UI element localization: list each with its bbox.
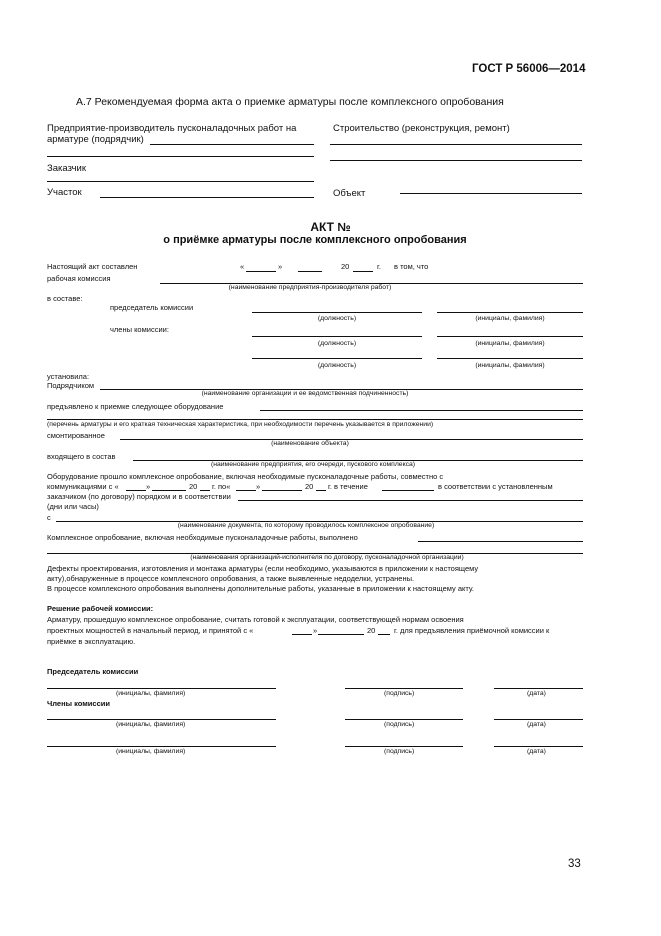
from-year-field[interactable]: [200, 490, 210, 491]
accordance-field[interactable]: [238, 500, 583, 501]
enterprise-label-2: арматуре (подрядчик): [47, 134, 144, 145]
standard-number: ГОСТ Р 56006—2014: [472, 63, 586, 75]
object-label: Объект: [333, 188, 366, 199]
chairman-name-field[interactable]: [437, 312, 583, 313]
hint-doc: (наименование документа, по которому проводилось комплексное опробование): [177, 522, 435, 529]
date-quote-close: »: [278, 262, 283, 271]
date-year-field[interactable]: [353, 271, 373, 272]
para1-line3: заказчиком (по договору) порядком и в соответствии: [47, 492, 231, 501]
decision-year-prefix: 20: [367, 626, 376, 635]
sign-hint-date-2: (дата): [527, 721, 546, 728]
from-month-field[interactable]: [152, 490, 186, 491]
sign-member1-sign-field[interactable]: [345, 719, 463, 720]
section-title: А.7 Рекомендуемая форма акта о приемке арматуры после комплексного опробования: [76, 96, 504, 108]
construction-field[interactable]: [330, 144, 582, 145]
decision-day-field[interactable]: [292, 634, 312, 635]
contractor-label: Подрядчиком: [47, 381, 95, 390]
para1-line1: Оборудование прошло комплексное опробование, включая необходимые пусконаладочные работы, совместно с: [47, 472, 444, 481]
para2: Комплексное опробование, включая необходимые пусконаладочные работы, выполнено: [47, 533, 358, 542]
decision-line2-a: проектных мощностей в начальный период, и принятой с «: [47, 626, 254, 635]
customer-field[interactable]: [47, 181, 314, 182]
date-day-field[interactable]: [246, 271, 276, 272]
sign-member2-sign-field[interactable]: [345, 746, 463, 747]
customer-label: Заказчик: [47, 163, 87, 174]
sign-hint-initials-3: (инициалы, фамилия): [116, 748, 186, 755]
executed-field[interactable]: [418, 541, 583, 542]
sign-chairman-date-field[interactable]: [494, 688, 583, 689]
hint-position-2: (должность): [317, 340, 357, 347]
from-day-field[interactable]: [126, 490, 146, 491]
presented-label: предъявлено к приемке следующее оборудование: [47, 402, 224, 411]
sign-chairman-label: Председатель комиссии: [47, 667, 139, 676]
enterprise-field-2[interactable]: [47, 156, 314, 157]
year-prefix: 20: [341, 262, 350, 271]
sign-hint-date-1: (дата): [527, 690, 546, 697]
commission-label: рабочая комиссия: [47, 274, 111, 283]
para1-with: с: [47, 513, 51, 522]
para1-year-2: 20: [305, 482, 314, 491]
sign-member2-name-field[interactable]: [47, 746, 276, 747]
hint-org: (наименование организации и ее ведомственная подчиненность): [201, 390, 409, 397]
sign-chairman-sign-field[interactable]: [345, 688, 463, 689]
year-suffix: г.: [377, 262, 381, 271]
chairman-label: председатель комиссии: [110, 303, 194, 312]
act-title: АКТ №: [310, 220, 351, 234]
para1-year-1: 20: [189, 482, 198, 491]
sign-hint-initials-2: (инициалы, фамилия): [116, 721, 186, 728]
decision-line1: Арматуру, прошедшую комплексное опробование, считать готовой к эксплуатации, соответствующей нормам освоения: [47, 615, 464, 624]
date-quote-open: «: [240, 262, 245, 271]
hint-enterprise: (наименование предприятия-производителя работ): [228, 284, 392, 291]
hint-position-1: (должность): [317, 315, 357, 322]
hint-complex: (наименование предприятия, его очереди, пускового комплекса): [210, 461, 416, 468]
member2-name-field[interactable]: [437, 358, 583, 359]
to-year-field[interactable]: [316, 490, 326, 491]
chairman-position-field[interactable]: [252, 312, 422, 313]
enterprise-field[interactable]: [150, 144, 314, 145]
hint-exec: (наименования организаций-исполнителя по договору, пусконаладочной организации): [190, 554, 464, 561]
during-field[interactable]: [382, 490, 434, 491]
para1-quote-2: »: [256, 482, 261, 491]
in-that-label: в том, что: [394, 262, 429, 271]
hint-initials-2: (инициалы, фамилия): [475, 340, 545, 347]
object-field[interactable]: [400, 193, 582, 194]
included-label: входящего в состав: [47, 452, 116, 461]
sign-chairman-name-field[interactable]: [47, 688, 276, 689]
sign-hint-date-3: (дата): [527, 748, 546, 755]
decision-year-field[interactable]: [378, 634, 390, 635]
hint-list: (перечень арматуры и его краткая техническая характеристика, при необходимости перечень указывается в приложении): [47, 421, 434, 428]
presented-field-2[interactable]: [47, 419, 583, 420]
sign-hint-initials-1: (инициалы, фамилия): [116, 690, 186, 697]
present-act-label: Настоящий акт составлен: [47, 262, 138, 271]
page-number: 33: [568, 858, 581, 870]
para1-to-label: г. по«: [212, 482, 231, 491]
sign-hint-sign-1: (подпись): [384, 690, 415, 697]
decision-line3: приёмке в эксплуатацию.: [47, 637, 136, 646]
decision-month-field[interactable]: [318, 634, 364, 635]
members-label: члены комиссии:: [110, 325, 169, 334]
date-month-field[interactable]: [298, 271, 322, 272]
member1-name-field[interactable]: [437, 336, 583, 337]
para3-line1: Дефекты проектирования, изготовления и монтажа арматуры (если необходимо, указываются в приложении к настоящему: [47, 564, 479, 573]
construction-label: Строительство (реконструкция, ремонт): [333, 123, 510, 134]
site-label: Участок: [47, 187, 82, 198]
para4: В процессе комплексного опробования выполнены дополнительные работы, указанные в приложении к настоящему акту.: [47, 584, 474, 593]
mounted-label: смонтированное: [47, 431, 105, 440]
member2-position-field[interactable]: [252, 358, 422, 359]
in-composition-label: в составе:: [47, 294, 83, 303]
para1-from-label: коммуникациями с «: [47, 482, 119, 491]
site-field[interactable]: [100, 197, 314, 198]
to-day-field[interactable]: [236, 490, 256, 491]
sign-members-label: Члены комиссии: [47, 699, 110, 708]
enterprise-label-1: Предприятие-производитель пусконаладочных работ на: [47, 123, 297, 134]
member1-position-field[interactable]: [252, 336, 422, 337]
decision-line2-d: г. для предъявления приёмочной комиссии к: [394, 626, 550, 635]
sign-member2-date-field[interactable]: [494, 746, 583, 747]
presented-field[interactable]: [260, 410, 583, 411]
para1-during-label: г. в течение: [328, 482, 368, 491]
to-month-field[interactable]: [262, 490, 302, 491]
para1-quote-1: »: [146, 482, 151, 491]
sign-member1-date-field[interactable]: [494, 719, 583, 720]
hint-days: (дни или часы): [47, 502, 99, 511]
hint-initials-3: (инициалы, фамилия): [475, 362, 545, 369]
para3-line2: акту),обнаруженные в процессе комплексного опробования, а также выявленные недоделки, устранены.: [47, 574, 415, 583]
sign-hint-sign-2: (подпись): [384, 721, 415, 728]
hint-position-3: (должность): [317, 362, 357, 369]
sign-hint-sign-3: (подпись): [384, 748, 415, 755]
decision-quote: »: [313, 626, 318, 635]
para1-accordance-label: в соответствии с установленным: [438, 482, 553, 491]
decision-title: Решение рабочей комиссии:: [47, 604, 154, 613]
established-label: установила:: [47, 372, 90, 381]
act-subtitle: о приёмке арматуры после комплексного опробования: [163, 234, 467, 246]
sign-member1-name-field[interactable]: [47, 719, 276, 720]
hint-initials-1: (инициалы, фамилия): [475, 315, 545, 322]
construction-field-2[interactable]: [330, 160, 582, 161]
hint-object: (наименование объекта): [271, 440, 349, 447]
